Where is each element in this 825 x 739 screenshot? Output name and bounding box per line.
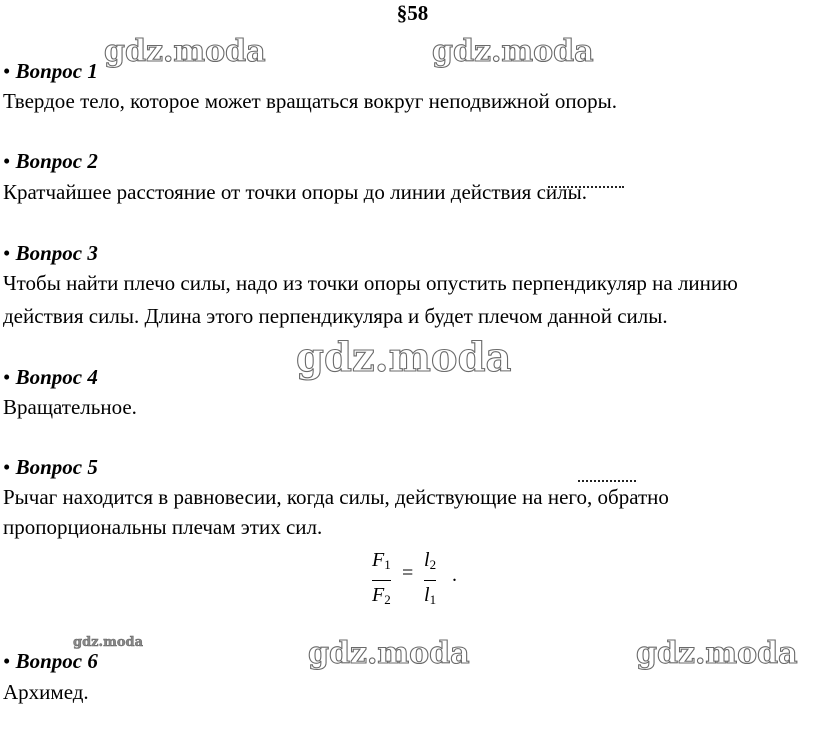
formula-period: . (452, 564, 457, 586)
question-3-heading (3, 240, 98, 266)
question-title: Вопрос 4 (15, 365, 98, 389)
section-heading: §58 (396, 1, 429, 25)
question-title: Вопрос 2 (15, 149, 98, 173)
equals-sign: = (402, 562, 414, 584)
question-2-answer: Кратчайшее расстояние от точки опоры до линии действия силы. (3, 180, 587, 204)
question-5-heading (3, 454, 98, 480)
watermark: gdz.moda (296, 334, 512, 381)
watermark: gdz.moda (104, 34, 266, 69)
bullet: • (3, 455, 11, 479)
question-1-answer: Твердое тело, которое может вращаться вокруг неподвижной опоры. (3, 89, 618, 113)
question-2-heading (3, 148, 98, 174)
denominator: $F_2$ (372, 584, 391, 607)
question-4-answer: Вращательное. (3, 395, 137, 419)
question-5-answer-line-2: пропорциональны плечам этих сил. (3, 515, 323, 539)
question-title: Вопрос 5 (15, 455, 98, 479)
watermark: gdz.moda (308, 636, 470, 671)
question-3-answer-line-2: действия силы. Длина этого перпендикуляра и будет плечом данной силы. (3, 304, 668, 328)
numerator: $l_2$ (424, 549, 437, 572)
question-6-answer: Архимед. (3, 680, 89, 704)
watermark: gdz.moda (73, 635, 144, 650)
question-title: Вопрос 6 (15, 649, 98, 673)
question-4-heading (3, 364, 98, 390)
watermark: gdz.moda (432, 34, 594, 69)
question-6-heading (3, 648, 98, 674)
question-1-heading (3, 58, 98, 84)
watermark: gdz.moda (636, 636, 798, 671)
bullet: • (3, 365, 11, 389)
bullet: • (3, 241, 11, 265)
fraction-bar (424, 580, 436, 581)
question-3-answer-line-1: Чтобы найти плечо силы, надо из точки опоры опустить перпендикуляр на линию (3, 271, 738, 295)
bullet: • (3, 59, 11, 83)
question-title: Вопрос 3 (15, 241, 98, 265)
denominator: $l_1$ (424, 584, 437, 607)
pen-scribble (578, 480, 636, 484)
arm-ratio (424, 549, 436, 611)
question-5-answer-line-1: Рычаг находится в равновесии, когда силы, действующие на него, обратно (3, 485, 669, 509)
lever-equilibrium-formula (372, 549, 472, 611)
fraction-bar (372, 580, 391, 581)
force-ratio (372, 549, 391, 611)
bullet: • (3, 149, 11, 173)
pen-scribble (548, 186, 624, 190)
question-title: Вопрос 1 (15, 59, 98, 83)
numerator: $F_1$ (372, 549, 391, 572)
bullet: • (3, 649, 11, 673)
